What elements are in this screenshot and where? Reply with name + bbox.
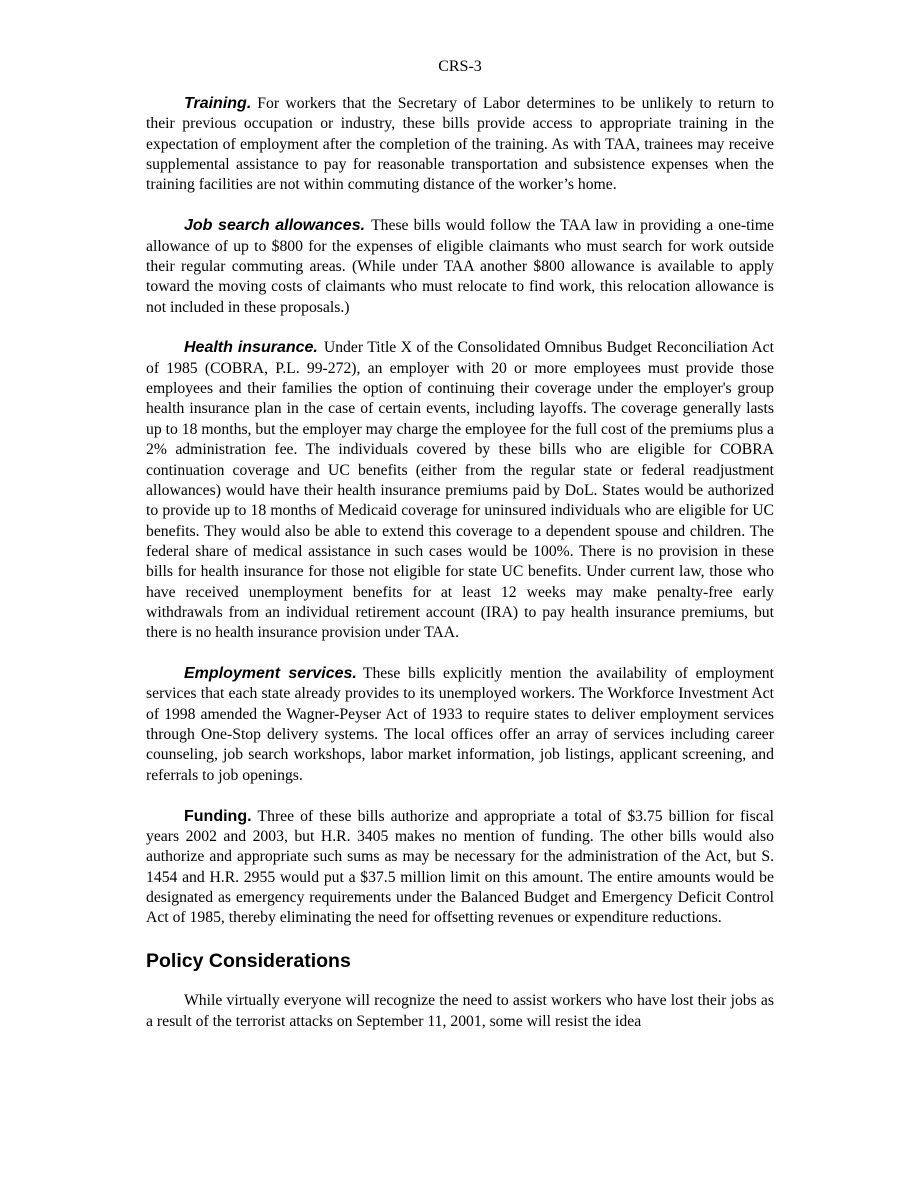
section-heading-policy-considerations: Policy Considerations: [146, 950, 351, 973]
run-in-heading-employment-services: Employment services.: [184, 665, 357, 683]
run-in-heading-job-search-allowances: Job search allowances.: [184, 217, 366, 235]
paragraph-text-employment-services: These bills explicitly mention the availability of employment services that each state already provides to its unemployed workers. The Workforce Investment Act of 1998 amended the Wagner-Peyser Act of 1933 to require states to deliver employment services through One-Stop delivery systems. The local offices offer an array of services including career counseling, job search workshops, labor market information, job listings, applicant screening, and referrals to job openings.: [146, 665, 775, 784]
paragraph-text-policy-considerations: While virtually everyone will recognize the need to assist workers who have lost their jobs as a result of the terrorist attacks on September 11, 2001, some will resist the idea: [146, 992, 774, 1030]
paragraph-text-training: For workers that the Secretary of Labor determines to be unlikely to return to their previous occupation or industry, these bills provide access to appropriate training in the expectation of employment after the completion of the training. As with TAA, trainees may receive supplemental assistance to pay for reasonable transportation and subsistence expenses when the training facilities are not within commuting distance of the worker’s home.: [146, 95, 774, 194]
paragraph-health-insurance: [146, 338, 774, 643]
paragraph-funding: [146, 807, 774, 929]
paragraph-training: [146, 94, 774, 196]
page-number-header: CRS-3: [438, 58, 482, 75]
run-in-heading-training: Training.: [184, 95, 252, 112]
paragraph-employment-services: [146, 664, 774, 786]
paragraph-text-health-insurance: Under Title X of the Consolidated Omnibus Budget Reconciliation Act of 1985 (COBRA, P.L. 99-272), an employer with 20 or more employees must provide those employees and their families the option of continuing their coverage under the employer's group health insurance plan in the case of certain events, including layoffs. The coverage generally lasts up to 18 months, but the employer may charge the employee for the full cost of the premiums plus a 2% administration fee. The individuals covered by these bills who are eligible for COBRA continuation coverage and UC benefits (either from the regular state or federal readjustment allowances) would have their health insurance premiums paid by DoL. States would be authorized to provide up to 18 months of Medicaid coverage for uninsured individuals who are eligible for UC benefits. They would also be able to extend this coverage to a dependent spouse and children. The federal share of medical assistance in such cases would be 100%. There is no provision in these bills for health insurance for those not eligible for state UC benefits. Under current law, those who have received unemployment benefits for at least 12 weeks may make penalty-free early withdrawals from an individual retirement account (IRA) to pay health insurance premiums, but there is no health insurance provision under TAA.: [146, 339, 775, 642]
run-in-heading-health-insurance: Health insurance.: [184, 339, 318, 357]
paragraph-job-search-allowances: [146, 216, 774, 318]
paragraph-text-job-search-allowances: These bills would follow the TAA law in providing a one-time allowance of up to $800 for the expenses of eligible claimants who must search for work outside their regular commuting areas. (While under TAA another $800 allowance is available to apply toward the moving costs of claimants who must relocate to find work, this relocation allowance is not included in these proposals.): [146, 217, 775, 316]
paragraph-policy-considerations: [146, 991, 774, 1032]
document-body: [146, 94, 774, 1052]
run-in-heading-funding: Funding.: [184, 807, 252, 825]
paragraph-text-funding: Three of these bills authorize and appropriate a total of $3.75 billion for fiscal years 2002 and 2003, but H.R. 3405 makes no mention of funding. The other bills would also authorize and appropriate such sums as may be necessary for the administration of the Act, but S. 1454 and H.R. 2955 would put a $37.5 million limit on this amount. The entire amounts would be designated as emergency requirements under the Balanced Budget and Emergency Deficit Control Act of 1985, thereby eliminating the need for offsetting revenues or expenditure reductions.: [146, 807, 774, 927]
